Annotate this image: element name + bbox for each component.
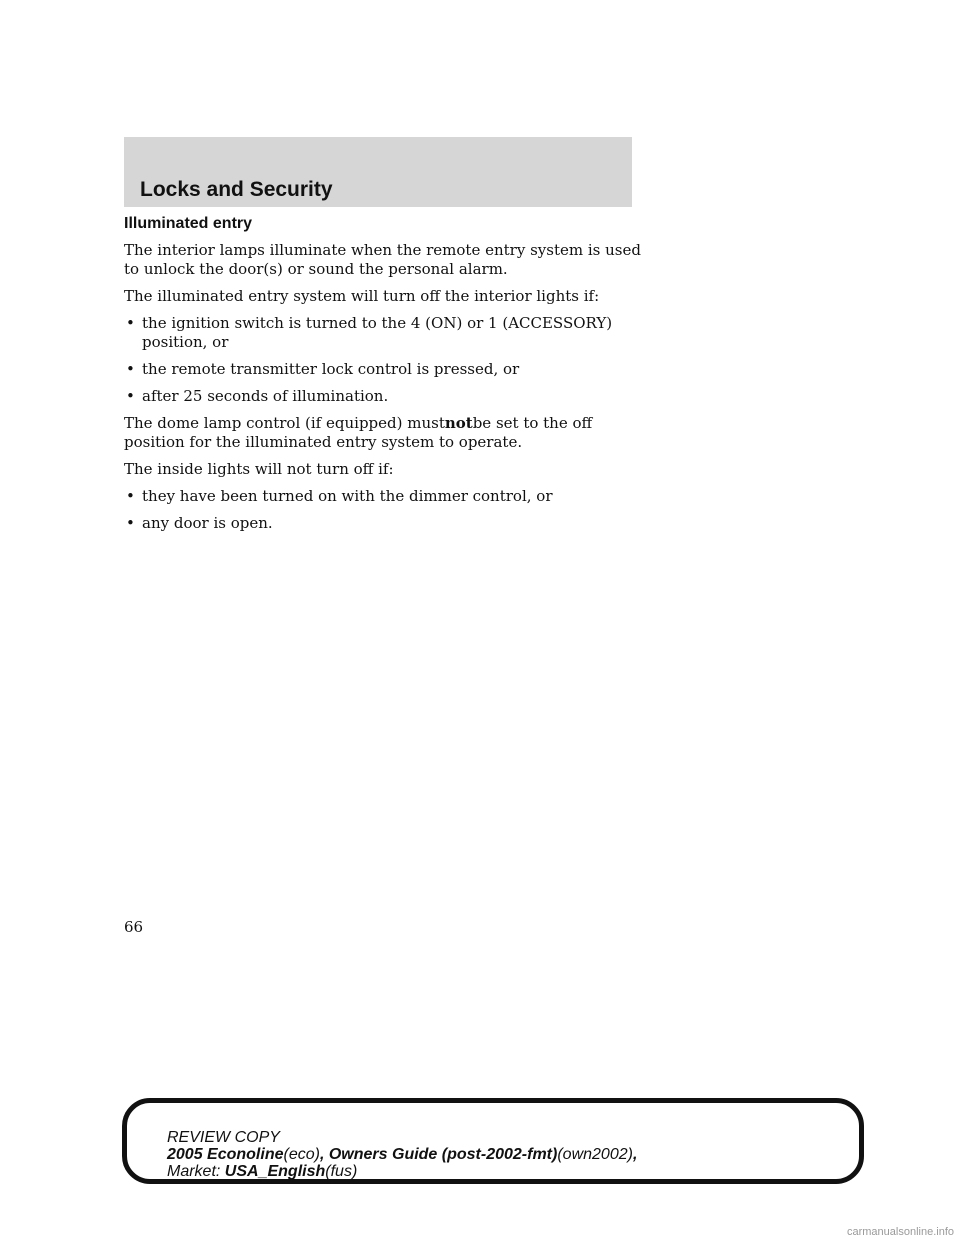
list-item	[124, 514, 644, 533]
footer-separator: ,	[319, 1146, 325, 1163]
footer-document-line	[167, 1146, 859, 1163]
bullet-icon: •	[126, 314, 135, 332]
emphasis-text: not	[444, 414, 473, 432]
page-content	[124, 214, 644, 541]
footer-separator: ,	[632, 1146, 638, 1163]
paragraph: The inside lights will not turn off if:	[124, 460, 394, 478]
list-item-text: the ignition switch is turned to the 4 (ON) or 1 (ACCESSORY) position, or	[142, 314, 613, 351]
page-number: 66	[124, 918, 144, 936]
footer-market-line	[167, 1163, 859, 1180]
bullet-icon: •	[126, 387, 135, 405]
list-item-text: after 25 seconds of illumination.	[142, 387, 389, 405]
paragraph: The illuminated entry system will turn off the interior lights if:	[124, 287, 600, 305]
list-item	[124, 314, 644, 352]
footer-model: 2005 Econoline	[167, 1146, 284, 1163]
bullet-list	[124, 314, 644, 406]
list-item-text: they have been turned on with the dimmer control, or	[142, 487, 553, 505]
bullet-icon: •	[126, 360, 135, 378]
list-item-text: any door is open.	[142, 514, 273, 532]
list-item	[124, 387, 644, 406]
footer-market: USA_English	[224, 1163, 326, 1180]
list-item-text: the remote transmitter lock control is pressed, or	[142, 360, 520, 378]
bullet-icon: •	[126, 487, 135, 505]
paragraph: The interior lamps illuminate when the remote entry system is used to unlock the door(s) or sound the personal alarm.	[124, 241, 641, 278]
bullet-list	[124, 487, 644, 533]
footer-guide: Owners Guide (post-2002-fmt)	[328, 1146, 558, 1163]
site-watermark: carmanualsonline.info	[846, 1226, 954, 1238]
section-header-band	[124, 137, 632, 207]
list-item	[124, 360, 644, 379]
footer-market-label: Market:	[167, 1163, 221, 1180]
list-item	[124, 487, 644, 506]
paragraph	[124, 414, 644, 452]
bullet-icon: •	[126, 514, 135, 532]
section-title: Illuminated entry	[124, 215, 253, 232]
paragraph-text: The dome lamp control (if equipped) must	[124, 414, 445, 432]
paragraph-text: be set to the off position for the illuminated entry system to operate.	[124, 414, 593, 451]
footer-model-code: (eco)	[283, 1146, 320, 1163]
section-header-title: Locks and Security	[140, 178, 333, 201]
footer-review-label: REVIEW COPY	[167, 1129, 280, 1146]
footer-market-code: (fus)	[325, 1163, 358, 1180]
review-copy-footer	[122, 1098, 864, 1184]
footer-guide-code: (own2002)	[557, 1146, 633, 1163]
